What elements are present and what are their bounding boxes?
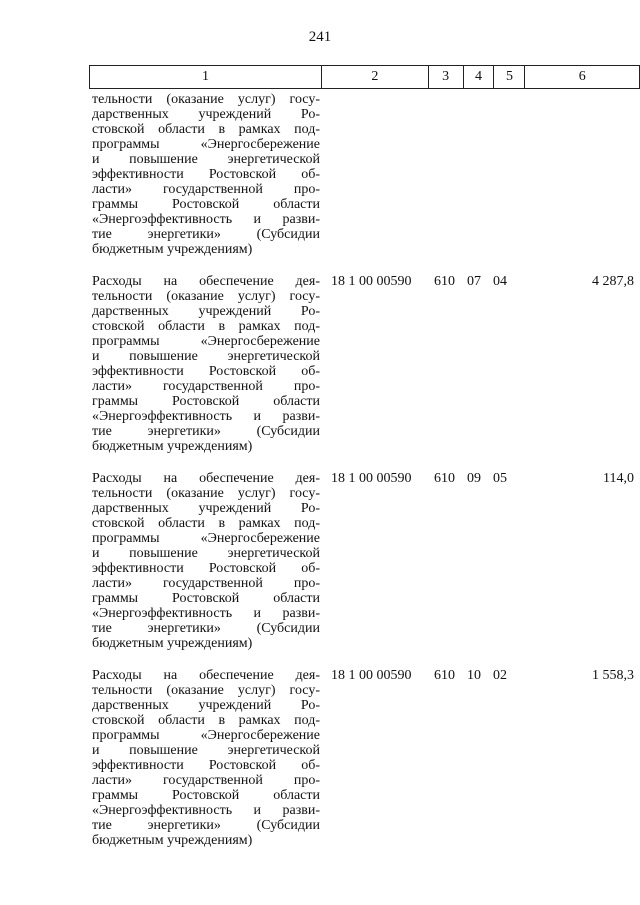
column-header-6: 6 [525,66,640,89]
description-line: стовской области в рамках под- [92,516,320,531]
description-line: тие энергетики» (Субсидии [92,621,320,636]
description-line: и повышение энергетической [92,349,320,364]
description-line: программы «Энергосбережение [92,728,320,743]
row-description [92,274,320,454]
description-line: тие энергетики» (Субсидии [92,818,320,833]
description-line: «Энергоэффективность и разви- [92,409,320,424]
description-line: тельности (оказание услуг) госу- [92,486,320,501]
description-line: программы «Энергосбережение [92,531,320,546]
subsection-code: 05 [493,471,507,486]
column-header-1: 1 [90,66,322,89]
description-line: дарственных учреждений Ро- [92,107,320,122]
amount-value: 4 287,8 [592,274,634,289]
section-code: 07 [467,274,481,289]
description-line: ласти» государственной про- [92,576,320,591]
description-line: Расходы на обеспечение дея- [92,668,320,683]
description-line: тельности (оказание услуг) госу- [92,289,320,304]
description-line: бюджетным учреждениям) [92,636,253,651]
subsection-code: 04 [493,274,507,289]
target-code: 18 1 00 00590 [331,471,412,486]
page-number: 241 [308,29,332,45]
table-body [89,92,639,848]
description-line: эффективности Ростовской об- [92,364,320,379]
description-line: граммы Ростовской области [92,197,320,212]
description-line: эффективности Ростовской об- [92,561,320,576]
description-line: тельности (оказание услуг) госу- [92,683,320,698]
description-line: тие энергетики» (Субсидии [92,227,320,242]
description-line: дарственных учреждений Ро- [92,698,320,713]
description-line: стовской области в рамках под- [92,319,320,334]
section-code: 10 [467,668,481,683]
description-line: стовской области в рамках под- [92,122,320,137]
section-code: 09 [467,471,481,486]
description-line: бюджетным учреждениям) [92,242,253,257]
description-line: граммы Ростовской области [92,788,320,803]
amount-value: 114,0 [603,471,634,486]
description-line: граммы Ростовской области [92,591,320,606]
description-line: ласти» государственной про- [92,379,320,394]
description-line: «Энергоэффективность и разви- [92,212,320,227]
description-line: граммы Ростовской области [92,394,320,409]
description-line: дарственных учреждений Ро- [92,501,320,516]
description-line: бюджетным учреждениям) [92,439,253,454]
description-line: Расходы на обеспечение дея- [92,471,320,486]
description-line: «Энергоэффективность и разви- [92,606,320,621]
description-line: Расходы на обеспечение дея- [92,274,320,289]
row-description [92,471,320,651]
column-header-5: 5 [494,66,525,89]
column-header-row [89,65,640,89]
description-line: программы «Энергосбережение [92,334,320,349]
expense-type: 610 [434,274,455,289]
description-line: стовской области в рамках под- [92,713,320,728]
description-line: эффективности Ростовской об- [92,167,320,182]
table-row [89,471,639,651]
subsection-code: 02 [493,668,507,683]
description-line: бюджетным учреждениям) [92,833,253,848]
row-description [92,92,320,257]
target-code: 18 1 00 00590 [331,274,412,289]
description-line: тельности (оказание услуг) госу- [92,92,320,107]
column-header-2: 2 [322,66,429,89]
expense-type: 610 [434,668,455,683]
amount-value: 1 558,3 [592,668,634,683]
description-line: и повышение энергетической [92,743,320,758]
description-line: тие энергетики» (Субсидии [92,424,320,439]
description-line: программы «Энергосбережение [92,137,320,152]
column-header-3: 3 [428,66,463,89]
row-description [92,668,320,848]
table-row [89,668,639,848]
description-line: «Энергоэффективность и разви- [92,803,320,818]
table-row [89,92,639,257]
expense-type: 610 [434,471,455,486]
description-line: и повышение энергетической [92,546,320,561]
column-header-4: 4 [463,66,494,89]
target-code: 18 1 00 00590 [331,668,412,683]
description-line: эффективности Ростовской об- [92,758,320,773]
description-line: и повышение энергетической [92,152,320,167]
description-line: ласти» государственной про- [92,773,320,788]
description-line: ласти» государственной про- [92,182,320,197]
description-line: дарственных учреждений Ро- [92,304,320,319]
table-row [89,274,639,454]
